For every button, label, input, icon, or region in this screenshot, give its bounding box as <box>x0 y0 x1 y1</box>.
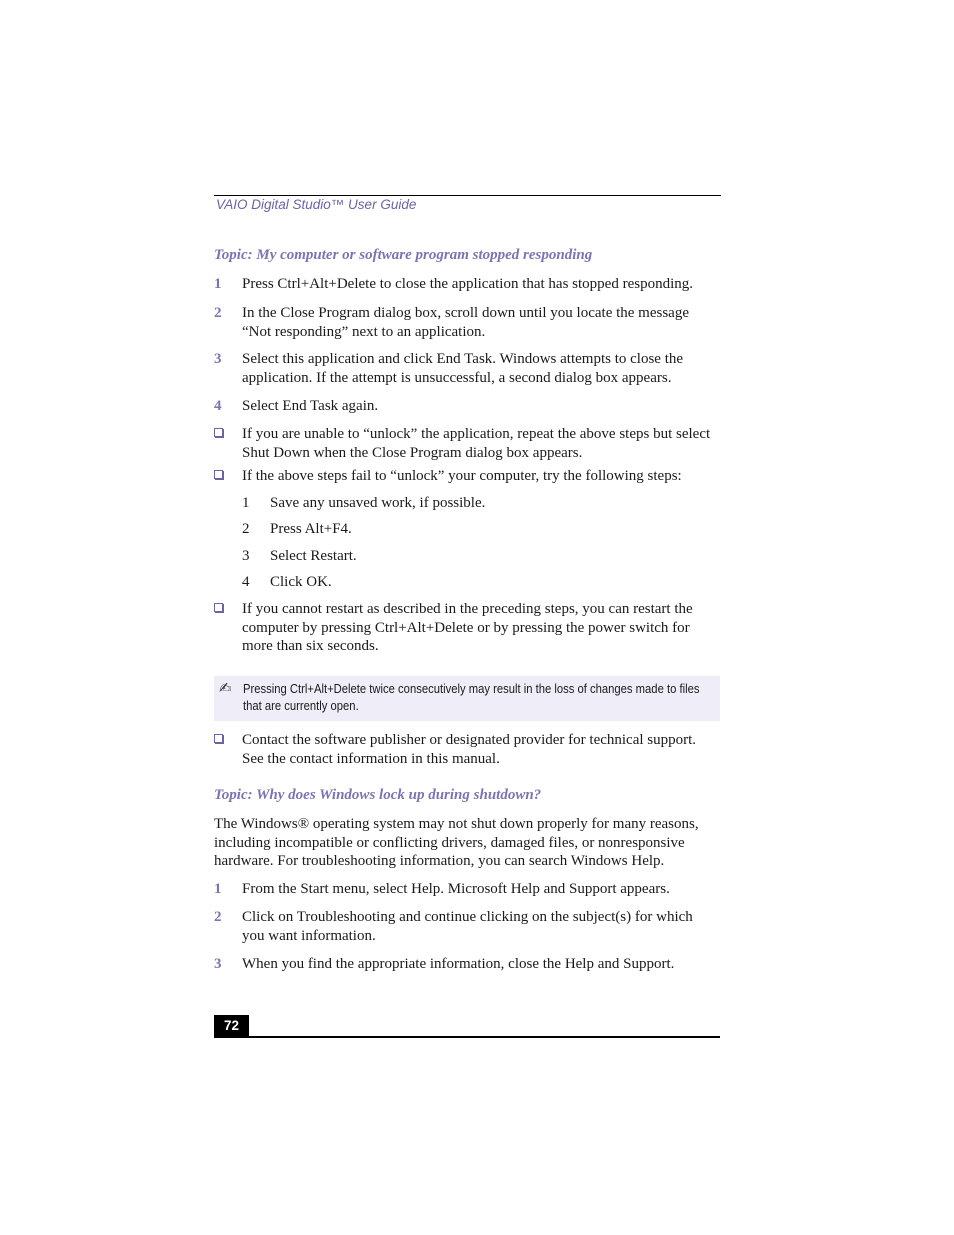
bullet-text: If you are unable to “unlock” the application, repeat the above steps but select Shut Down when the Close Program dialog box appears. <box>242 426 711 461</box>
step-number: 3 <box>214 956 222 972</box>
step-text: When you find the appropriate information, close the Help and Support. <box>242 956 675 972</box>
bullet-text: If the above steps fail to “unlock” your computer, try the following steps: <box>242 468 682 484</box>
step-1 <box>214 880 719 899</box>
substep-number: 2 <box>242 521 250 537</box>
bullet-item-4 <box>214 731 719 768</box>
substep-4 <box>242 573 712 592</box>
bullet-item-2 <box>214 467 719 486</box>
substep-number: 4 <box>242 574 250 590</box>
substep-text: Select Restart. <box>270 548 357 564</box>
step-text: Select End Task again. <box>242 398 379 414</box>
bullet-item-1 <box>214 425 719 462</box>
note-text: Pressing Ctrl+Alt+Delete twice consecutively may result in the loss of changes made to files that are currently open. <box>243 682 700 713</box>
step-4 <box>214 397 719 416</box>
topic-heading-2: Topic: Why does Windows lock up during shutdown? <box>214 787 542 803</box>
running-title: VAIO Digital Studio™ User Guide <box>216 197 417 212</box>
step-number: 4 <box>214 398 222 414</box>
step-2 <box>214 304 719 341</box>
substep-2 <box>242 520 712 539</box>
step-3 <box>214 350 719 387</box>
step-text: From the Start menu, select Help. Microsoft Help and Support appears. <box>242 881 670 897</box>
substep-3 <box>242 547 712 566</box>
substep-text: Save any unsaved work, if possible. <box>270 495 486 511</box>
step-number: 2 <box>214 909 222 925</box>
substep-number: 3 <box>242 548 250 564</box>
checkbox-bullet-icon <box>214 470 223 479</box>
step-1 <box>214 275 719 294</box>
checkbox-bullet-icon <box>214 734 223 743</box>
bullet-item-3 <box>214 600 719 656</box>
bullet-text: If you cannot restart as described in the preceding steps, you can restart the computer by pressing Ctrl+Alt+Delete or by pressing the power switch for more than six seconds. <box>242 601 693 655</box>
step-text: Select this application and click End Task. Windows attempts to close the application. If the attempt is unsuccessful, a second dialog box appears. <box>242 351 684 386</box>
page-number: 72 <box>214 1015 249 1037</box>
substep-number: 1 <box>242 495 250 511</box>
bullet-text: Contact the software publisher or designated provider for technical support. See the contact information in this manual. <box>242 732 697 767</box>
step-number: 1 <box>214 881 222 897</box>
topic-heading-1: Topic: My computer or software program stopped responding <box>214 247 593 263</box>
step-2 <box>214 908 719 945</box>
step-3 <box>214 955 719 974</box>
step-number: 1 <box>214 276 222 292</box>
step-text: Press Ctrl+Alt+Delete to close the application that has stopped responding. <box>242 276 693 292</box>
header-rule <box>214 195 721 196</box>
substep-text: Press Alt+F4. <box>270 521 352 537</box>
substep-1 <box>242 494 712 513</box>
step-number: 2 <box>214 305 222 321</box>
step-number: 3 <box>214 351 222 367</box>
substep-text: Click OK. <box>270 574 332 590</box>
footer-rule <box>214 1036 720 1038</box>
pen-note-icon: ✍ <box>219 679 232 697</box>
checkbox-bullet-icon <box>214 603 223 612</box>
step-text: Click on Troubleshooting and continue clicking on the subject(s) for which you want information. <box>242 909 693 944</box>
step-text: In the Close Program dialog box, scroll down until you locate the message “Not responding” next to an application. <box>242 305 689 340</box>
checkbox-bullet-icon <box>214 428 223 437</box>
note-box <box>214 676 720 721</box>
intro-paragraph: The Windows® operating system may not shut down properly for many reasons, including incompatible or conflicting drivers, damaged files, or nonresponsive hardware. For troubleshooting information, you can search Windows Help. <box>214 816 699 870</box>
